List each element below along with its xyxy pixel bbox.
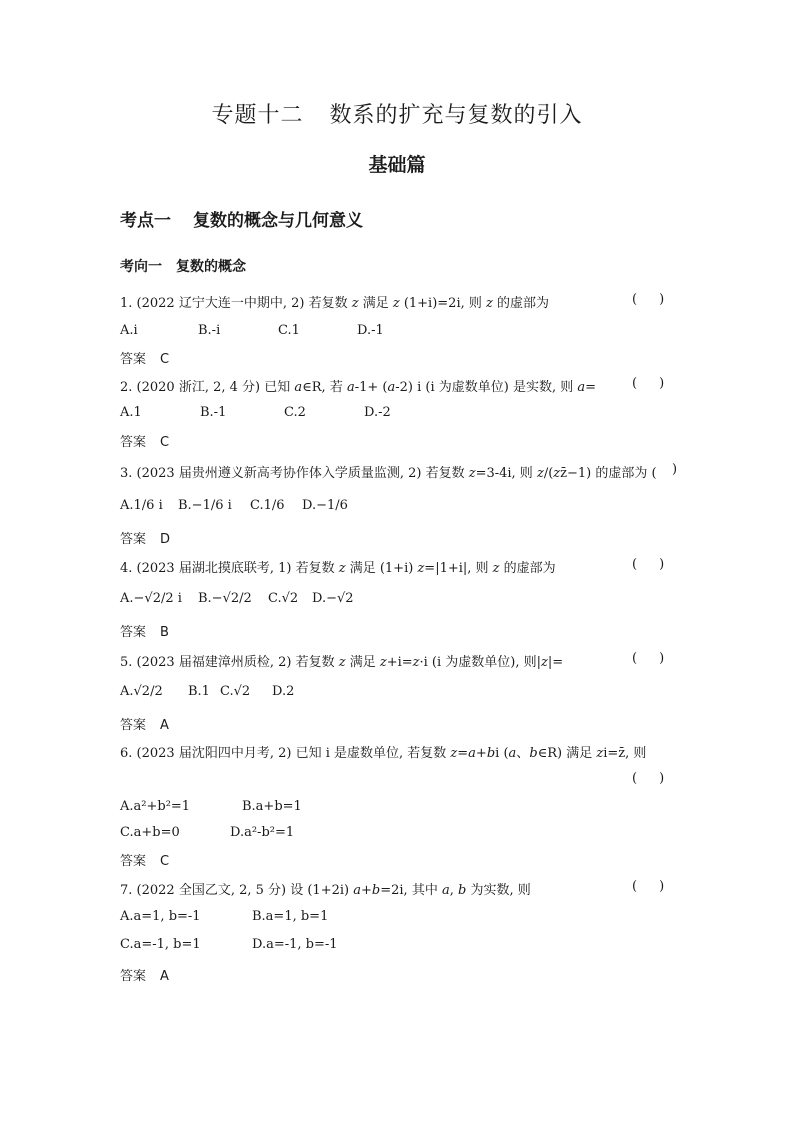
answer-blank: ( ) bbox=[632, 651, 665, 666]
answer-blank-close: ) bbox=[672, 462, 678, 477]
answer-blank: ( ) bbox=[632, 292, 665, 307]
question-3-option-c: C.1/6 bbox=[250, 498, 285, 513]
question-5-stem: 5. (2023 届福建漳州质检, 2) 若复数 z 满足 z+i=z·i (i 为虚数单位), 则|z|= bbox=[120, 655, 564, 670]
question-7-option-b: B.a=1, b=1 bbox=[252, 909, 329, 924]
kaodian-name: 复数的概念与几何意义 bbox=[193, 211, 363, 231]
question-2-option-a: A.1 bbox=[120, 405, 142, 420]
question-7-option-d: D.a=-1, b=-1 bbox=[252, 937, 338, 952]
question-6-option-d: D.a²-b²=1 bbox=[230, 825, 295, 840]
question-3-option-b: B.−1/6 i bbox=[178, 498, 232, 513]
question-5-option-c: C.√2 bbox=[220, 684, 251, 699]
question-4-option-c: C.√2 bbox=[268, 591, 299, 606]
title-topic-number: 专题十二 bbox=[211, 103, 304, 128]
kaoxiang-label: 考向一 bbox=[120, 259, 162, 275]
question-7-stem: 7. (2022 全国乙文, 2, 5 分) 设 (1+2i) a+b=2i, 其中 a, b 为实数, 则 bbox=[120, 883, 531, 898]
question-6-option-c: C.a+b=0 bbox=[120, 825, 180, 840]
question-5-option-b: B.1 bbox=[188, 684, 210, 699]
answer-blank: ( ) bbox=[632, 376, 665, 391]
question-7-option-a: A.a=1, b=-1 bbox=[120, 909, 201, 924]
question-4-answer: 答案 B bbox=[120, 625, 169, 640]
question-6-answer: 答案 C bbox=[120, 854, 170, 869]
question-5-option-d: D.2 bbox=[272, 684, 295, 699]
question-2-option-d: D.-2 bbox=[364, 405, 391, 420]
answer-blank: ( ) bbox=[632, 879, 665, 894]
question-6-option-a: A.a²+b²=1 bbox=[120, 799, 191, 814]
kaodian-heading bbox=[120, 206, 363, 231]
page-title bbox=[0, 98, 794, 129]
question-4-option-b: B.−√2/2 bbox=[198, 591, 252, 606]
question-1-option-d: D.-1 bbox=[357, 323, 384, 338]
question-1-option-a: A.i bbox=[120, 323, 138, 338]
question-1-answer: 答案 C bbox=[120, 352, 170, 367]
answer-blank: ( ) bbox=[632, 557, 665, 572]
question-1-stem: 1. (2022 辽宁大连一中期中, 2) 若复数 z 满足 z (1+i)=2i, 则 z 的虚部为 bbox=[120, 296, 550, 311]
title-topic-name: 数系的扩充与复数的引入 bbox=[329, 103, 583, 128]
question-2-option-c: C.2 bbox=[284, 405, 306, 420]
question-4-stem: 4. (2023 届湖北摸底联考, 1) 若复数 z 满足 (1+i) z=|1+i|, 则 z 的虚部为 bbox=[120, 561, 556, 576]
question-3-answer: 答案 D bbox=[120, 532, 171, 547]
question-3-option-d: D.−1/6 bbox=[302, 498, 348, 513]
kaoxiang-name: 复数的概念 bbox=[176, 259, 246, 275]
question-4-option-a: A.−√2/2 i bbox=[120, 591, 182, 606]
question-4-option-d: D.−√2 bbox=[312, 591, 354, 606]
kaoxiang-heading bbox=[120, 256, 246, 276]
question-6-stem: 6. (2023 届沈阳四中月考, 2) 已知 i 是虚数单位, 若复数 z=a+bi (a、b∈R) 满足 zi=z̄, 则 bbox=[120, 746, 647, 761]
section-title: 基础篇 bbox=[368, 154, 426, 176]
answer-blank: ( ) bbox=[632, 771, 665, 786]
question-3-option-a: A.1/6 i bbox=[120, 498, 163, 513]
question-1-option-b: B.-i bbox=[198, 323, 221, 338]
question-2-stem: 2. (2020 浙江, 2, 4 分) 已知 a∈R, 若 a-1+ (a-2) i (i 为虚数单位) 是实数, 则 a= bbox=[120, 380, 597, 395]
question-7-option-c: C.a=-1, b=1 bbox=[120, 937, 201, 952]
question-6-option-b: B.a+b=1 bbox=[242, 799, 302, 814]
question-5-answer: 答案 A bbox=[120, 718, 169, 733]
question-5-option-a: A.√2/2 bbox=[120, 684, 163, 699]
question-1-option-c: C.1 bbox=[278, 323, 300, 338]
question-7-answer: 答案 A bbox=[120, 969, 169, 984]
question-2-answer: 答案 C bbox=[120, 435, 170, 450]
kaodian-label: 考点一 bbox=[120, 211, 171, 231]
question-2-option-b: B.-1 bbox=[200, 405, 227, 420]
question-3-stem: 3. (2023 届贵州遵义新高考协作体入学质量监测, 2) 若复数 z=3-4i, 则 z/(zz̄−1) 的虚部为 ( bbox=[120, 466, 657, 481]
